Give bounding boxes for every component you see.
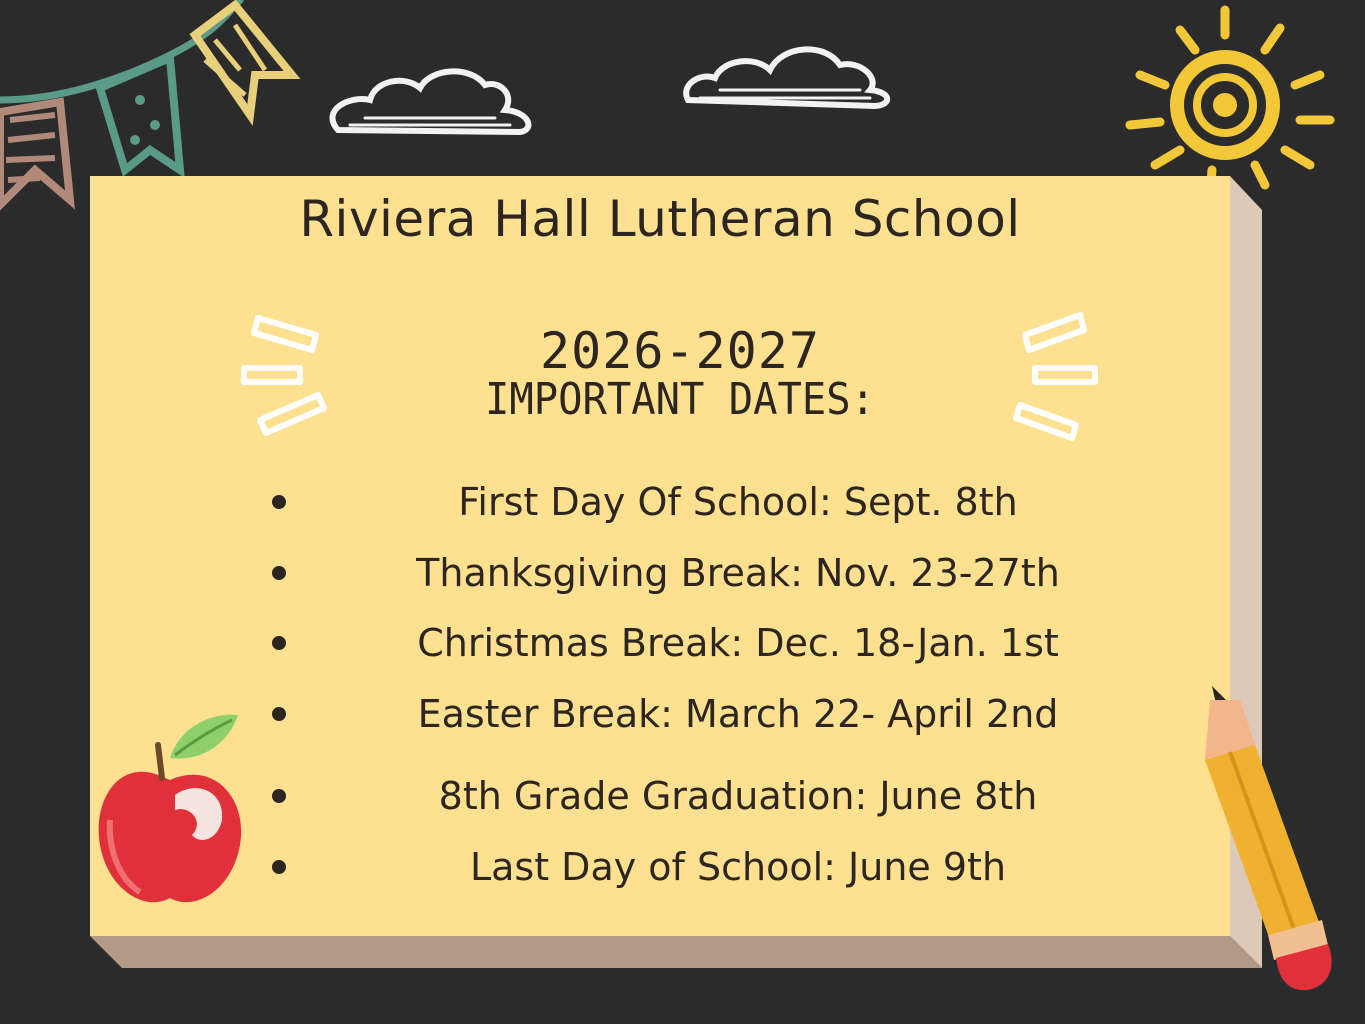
date-item-text: Christmas Break: Dec. 18-Jan. 1st: [417, 621, 1059, 665]
date-item-text: 8th Grade Graduation: June 8th: [438, 774, 1038, 818]
school-year: 2026-2027: [540, 322, 820, 380]
date-item-text: First Day Of School: Sept. 8th: [458, 480, 1018, 524]
pencil-icon: [1205, 686, 1332, 990]
date-item-text: Easter Break: March 22- April 2nd: [417, 692, 1059, 736]
school-name: Riviera Hall Lutheran School: [299, 190, 1021, 248]
date-item-text: Last Day of School: June 9th: [469, 845, 1007, 889]
date-item-text: Thanksgiving Break: Nov. 23-27th: [416, 551, 1060, 595]
apple-icon: [99, 715, 242, 903]
dates-heading: IMPORTANT DATES:: [485, 374, 875, 425]
